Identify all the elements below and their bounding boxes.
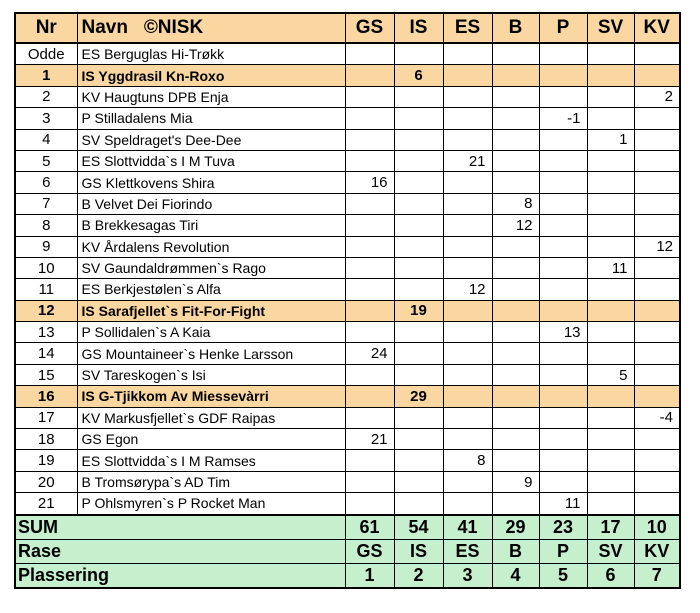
score-cell xyxy=(443,108,492,129)
score-cell: 11 xyxy=(539,493,587,515)
score-cell xyxy=(634,172,680,193)
score-cell: 5 xyxy=(587,364,634,385)
score-cell xyxy=(634,150,680,171)
row-number: 8 xyxy=(15,215,77,236)
score-cell xyxy=(394,471,443,492)
score-cell xyxy=(587,471,634,492)
score-cell xyxy=(443,386,492,407)
score-cell xyxy=(443,471,492,492)
table-row xyxy=(15,364,680,385)
score-cell xyxy=(539,129,587,150)
score-cell xyxy=(634,257,680,278)
score-cell xyxy=(394,150,443,171)
score-cell xyxy=(539,407,587,428)
score-cell: 13 xyxy=(539,322,587,343)
score-cell xyxy=(443,493,492,515)
score-cell xyxy=(539,364,587,385)
score-cell xyxy=(539,193,587,214)
score-cell xyxy=(634,279,680,300)
score-cell xyxy=(345,215,394,236)
summary-row xyxy=(15,563,680,588)
score-cell xyxy=(345,450,394,471)
score-cell xyxy=(345,43,394,65)
row-number: 18 xyxy=(15,429,77,450)
table-row xyxy=(15,322,680,343)
row-number: 20 xyxy=(15,471,77,492)
summary-cell: P xyxy=(539,539,587,563)
score-cell xyxy=(539,300,587,321)
score-cell xyxy=(443,429,492,450)
dog-name: ES Slottvidda`s I M Ramses xyxy=(77,450,345,471)
header-navn-label: Navn xyxy=(81,17,128,38)
score-cell xyxy=(634,343,680,364)
score-cell xyxy=(539,257,587,278)
dog-name: KV Årdalens Revolution xyxy=(77,236,345,257)
score-cell: 8 xyxy=(443,450,492,471)
header-col-gs: GS xyxy=(345,13,394,43)
score-cell xyxy=(345,322,394,343)
row-number: 11 xyxy=(15,279,77,300)
score-cell xyxy=(539,65,587,86)
score-cell: 8 xyxy=(492,193,539,214)
score-cell xyxy=(345,86,394,107)
dog-name: KV Markusfjellet`s GDF Raipas xyxy=(77,407,345,428)
score-cell xyxy=(394,493,443,515)
dog-name: GS Klettkovens Shira xyxy=(77,172,345,193)
summary-cell: 41 xyxy=(443,515,492,540)
header-col-sv: SV xyxy=(587,13,634,43)
score-cell xyxy=(394,193,443,214)
score-cell xyxy=(539,343,587,364)
table-row xyxy=(15,129,680,150)
summary-cell: GS xyxy=(345,539,394,563)
summary-cell: 61 xyxy=(345,515,394,540)
score-cell xyxy=(587,43,634,65)
row-number: 9 xyxy=(15,236,77,257)
dog-name: B Tromsørypa`s AD Tim xyxy=(77,471,345,492)
score-cell xyxy=(634,43,680,65)
score-cell xyxy=(587,450,634,471)
dog-name: ES Slottvidda`s I M Tuva xyxy=(77,150,345,171)
table-row xyxy=(15,172,680,193)
score-cell xyxy=(394,407,443,428)
score-cell xyxy=(394,86,443,107)
score-cell xyxy=(345,279,394,300)
score-cell xyxy=(394,364,443,385)
row-number: 14 xyxy=(15,343,77,364)
results-table xyxy=(14,12,681,589)
row-number: 10 xyxy=(15,257,77,278)
summary-cell: ES xyxy=(443,539,492,563)
score-cell xyxy=(492,257,539,278)
score-cell xyxy=(492,236,539,257)
summary-cell: 3 xyxy=(443,563,492,588)
table-row xyxy=(15,257,680,278)
score-cell: 24 xyxy=(345,343,394,364)
score-cell xyxy=(634,471,680,492)
summary-cell: 1 xyxy=(345,563,394,588)
score-cell: 12 xyxy=(634,236,680,257)
score-cell xyxy=(345,65,394,86)
dog-name: SV Speldraget's Dee-Dee xyxy=(77,129,345,150)
score-cell: -4 xyxy=(634,407,680,428)
score-cell: 9 xyxy=(492,471,539,492)
row-number: 12 xyxy=(15,300,77,321)
summary-cell: 2 xyxy=(394,563,443,588)
score-cell xyxy=(539,86,587,107)
score-cell xyxy=(492,364,539,385)
score-cell xyxy=(539,386,587,407)
score-cell xyxy=(587,150,634,171)
summary-cell: 7 xyxy=(634,563,680,588)
score-cell xyxy=(539,150,587,171)
score-cell xyxy=(492,108,539,129)
score-cell xyxy=(394,108,443,129)
row-number: 7 xyxy=(15,193,77,214)
score-cell xyxy=(492,322,539,343)
score-cell xyxy=(587,429,634,450)
score-cell xyxy=(492,279,539,300)
header-col-b: B xyxy=(492,13,539,43)
score-cell xyxy=(443,322,492,343)
table-row xyxy=(15,193,680,214)
score-cell xyxy=(492,407,539,428)
dog-name: P Ohlsmyren`s P Rocket Man xyxy=(77,493,345,515)
dog-name: GS Egon xyxy=(77,429,345,450)
score-cell xyxy=(443,364,492,385)
score-cell xyxy=(492,172,539,193)
score-cell xyxy=(492,86,539,107)
table-row xyxy=(15,43,680,65)
score-cell xyxy=(492,386,539,407)
summary-cell: 23 xyxy=(539,515,587,540)
score-cell xyxy=(443,300,492,321)
score-cell xyxy=(443,65,492,86)
score-cell xyxy=(587,215,634,236)
row-number: 21 xyxy=(15,493,77,515)
score-cell xyxy=(394,279,443,300)
score-cell xyxy=(539,215,587,236)
row-number: 6 xyxy=(15,172,77,193)
table-row xyxy=(15,279,680,300)
table-row xyxy=(15,236,680,257)
score-cell: 11 xyxy=(587,257,634,278)
results-body xyxy=(15,43,680,515)
score-cell xyxy=(634,386,680,407)
row-number: 15 xyxy=(15,364,77,385)
summary-cell: 4 xyxy=(492,563,539,588)
score-cell xyxy=(587,343,634,364)
score-cell xyxy=(492,429,539,450)
score-cell xyxy=(443,172,492,193)
summary-cell: 5 xyxy=(539,563,587,588)
summary-cell: KV xyxy=(634,539,680,563)
table-row xyxy=(15,65,680,86)
score-cell xyxy=(539,236,587,257)
summary-body xyxy=(15,515,680,588)
score-cell xyxy=(587,65,634,86)
score-cell xyxy=(443,43,492,65)
score-cell xyxy=(394,450,443,471)
dog-name: P Stilladalens Mia xyxy=(77,108,345,129)
dog-name: IS G-Tjikkom Av Miessevàrri xyxy=(77,386,345,407)
dog-name: ES Berguglas Hi-Trøkk xyxy=(77,43,345,65)
score-cell xyxy=(443,86,492,107)
score-cell xyxy=(587,108,634,129)
score-cell xyxy=(587,407,634,428)
score-cell: 19 xyxy=(394,300,443,321)
score-cell xyxy=(443,236,492,257)
summary-label: Plassering xyxy=(15,563,345,588)
header-navn xyxy=(77,13,345,43)
score-cell xyxy=(587,300,634,321)
score-cell xyxy=(492,43,539,65)
score-cell xyxy=(634,364,680,385)
score-cell: 21 xyxy=(345,429,394,450)
score-cell xyxy=(634,450,680,471)
score-cell xyxy=(345,471,394,492)
score-cell xyxy=(394,322,443,343)
row-number: 5 xyxy=(15,150,77,171)
score-cell xyxy=(492,343,539,364)
score-cell xyxy=(492,300,539,321)
score-cell: 16 xyxy=(345,172,394,193)
score-cell xyxy=(587,86,634,107)
score-cell: 21 xyxy=(443,150,492,171)
score-cell xyxy=(443,129,492,150)
score-cell xyxy=(345,257,394,278)
dog-name: GS Mountaineer`s Henke Larsson xyxy=(77,343,345,364)
score-cell xyxy=(345,108,394,129)
score-cell xyxy=(587,193,634,214)
header-row xyxy=(15,13,680,43)
dog-name: SV Tareskogen`s Isi xyxy=(77,364,345,385)
row-number: 16 xyxy=(15,386,77,407)
header-nr: Nr xyxy=(15,13,77,43)
row-number: 4 xyxy=(15,129,77,150)
table-row xyxy=(15,450,680,471)
table-row xyxy=(15,108,680,129)
summary-label: SUM xyxy=(15,515,345,540)
summary-cell: 6 xyxy=(587,563,634,588)
score-cell xyxy=(345,493,394,515)
score-cell xyxy=(443,215,492,236)
score-cell: 1 xyxy=(587,129,634,150)
score-cell xyxy=(587,236,634,257)
score-cell xyxy=(634,493,680,515)
score-cell xyxy=(394,236,443,257)
score-cell xyxy=(345,364,394,385)
score-cell xyxy=(492,450,539,471)
dog-name: P Sollidalen`s A Kaia xyxy=(77,322,345,343)
summary-cell: 17 xyxy=(587,515,634,540)
score-cell xyxy=(634,129,680,150)
score-cell xyxy=(492,129,539,150)
score-cell xyxy=(345,407,394,428)
summary-cell: B xyxy=(492,539,539,563)
score-cell: 2 xyxy=(634,86,680,107)
score-cell xyxy=(539,450,587,471)
score-cell: 29 xyxy=(394,386,443,407)
score-cell xyxy=(394,429,443,450)
score-cell xyxy=(345,236,394,257)
copyright-notice: ©NISK xyxy=(143,17,204,38)
dog-name: IS Sarafjellet`s Fit-For-Fight xyxy=(77,300,345,321)
score-cell xyxy=(443,193,492,214)
row-number: 19 xyxy=(15,450,77,471)
summary-cell: 54 xyxy=(394,515,443,540)
score-cell xyxy=(587,172,634,193)
score-cell xyxy=(394,43,443,65)
summary-cell: SV xyxy=(587,539,634,563)
table-row xyxy=(15,407,680,428)
row-number: 13 xyxy=(15,322,77,343)
score-cell xyxy=(394,343,443,364)
score-cell: -1 xyxy=(539,108,587,129)
row-number: 3 xyxy=(15,108,77,129)
summary-cell: 29 xyxy=(492,515,539,540)
dog-name: KV Haugtuns DPB Enja xyxy=(77,86,345,107)
summary-cell: IS xyxy=(394,539,443,563)
score-cell xyxy=(443,257,492,278)
dog-name: IS Yggdrasil Kn-Roxo xyxy=(77,65,345,86)
score-cell xyxy=(587,279,634,300)
score-cell: 12 xyxy=(492,215,539,236)
score-cell xyxy=(345,150,394,171)
score-cell xyxy=(394,129,443,150)
score-cell xyxy=(539,429,587,450)
score-cell xyxy=(394,172,443,193)
score-cell xyxy=(539,43,587,65)
header-col-is: IS xyxy=(394,13,443,43)
score-cell xyxy=(539,471,587,492)
summary-row xyxy=(15,539,680,563)
header-col-p: P xyxy=(539,13,587,43)
summary-label: Rase xyxy=(15,539,345,563)
header-col-es: ES xyxy=(443,13,492,43)
score-cell xyxy=(443,343,492,364)
score-cell: 6 xyxy=(394,65,443,86)
row-number: 17 xyxy=(15,407,77,428)
score-cell xyxy=(492,493,539,515)
score-cell xyxy=(634,215,680,236)
score-cell xyxy=(394,215,443,236)
score-cell xyxy=(634,300,680,321)
score-cell xyxy=(394,257,443,278)
score-cell xyxy=(539,279,587,300)
score-cell xyxy=(345,193,394,214)
dog-name: B Brekkesagas Tiri xyxy=(77,215,345,236)
table-row xyxy=(15,386,680,407)
score-cell xyxy=(634,322,680,343)
score-cell xyxy=(634,193,680,214)
score-cell xyxy=(587,493,634,515)
dog-name: ES Berkjestølen`s Alfa xyxy=(77,279,345,300)
table-row xyxy=(15,493,680,515)
table-row xyxy=(15,150,680,171)
score-cell xyxy=(492,65,539,86)
table-row xyxy=(15,471,680,492)
score-cell xyxy=(634,108,680,129)
table-row xyxy=(15,215,680,236)
score-cell xyxy=(634,65,680,86)
score-cell xyxy=(443,407,492,428)
table-row xyxy=(15,300,680,321)
score-cell xyxy=(345,129,394,150)
score-cell xyxy=(587,386,634,407)
score-cell: 12 xyxy=(443,279,492,300)
table-row xyxy=(15,429,680,450)
score-cell xyxy=(634,429,680,450)
score-cell xyxy=(345,300,394,321)
table-row xyxy=(15,86,680,107)
summary-row xyxy=(15,515,680,540)
summary-cell: 10 xyxy=(634,515,680,540)
dog-name: B Velvet Dei Fiorindo xyxy=(77,193,345,214)
score-cell xyxy=(492,150,539,171)
table-row xyxy=(15,343,680,364)
row-number: Odde xyxy=(15,43,77,65)
score-cell xyxy=(345,386,394,407)
row-number: 2 xyxy=(15,86,77,107)
score-cell xyxy=(539,172,587,193)
score-cell xyxy=(587,322,634,343)
row-number: 1 xyxy=(15,65,77,86)
header-col-kv: KV xyxy=(634,13,680,43)
dog-name: SV Gaundaldrømmen`s Rago xyxy=(77,257,345,278)
